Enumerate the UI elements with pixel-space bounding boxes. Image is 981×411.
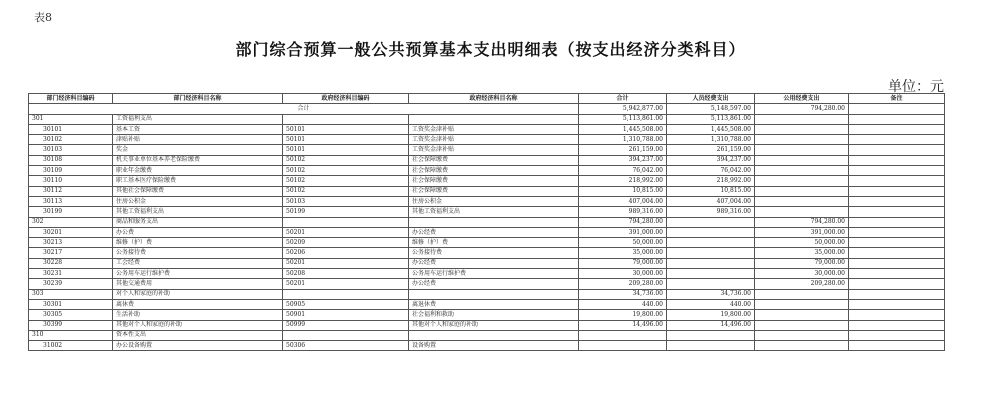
public-cell [755, 145, 849, 155]
table-row [29, 124, 945, 134]
remarks-cell [849, 176, 945, 186]
remarks-cell [849, 289, 945, 299]
gov-name-cell: 工资奖金津补贴 [409, 124, 579, 134]
public-cell [755, 207, 849, 217]
table-row [29, 269, 945, 279]
public-cell [755, 341, 849, 351]
personnel-cell: 34,736.00 [667, 289, 755, 299]
header-gov-code: 政府经济科目编码 [283, 94, 409, 104]
remarks-cell [849, 145, 945, 155]
public-cell [755, 124, 849, 134]
remarks-cell [849, 330, 945, 340]
total-cell: 209,280.00 [579, 279, 667, 289]
remarks-cell [849, 217, 945, 227]
gov-code-cell: 50101 [283, 124, 409, 134]
name-cell: 其他对个人和家庭的补助 [113, 320, 283, 330]
code-cell: 30102 [29, 135, 113, 145]
personnel-cell: 76,042.00 [667, 166, 755, 176]
gov-code-cell: 50102 [283, 155, 409, 165]
personnel-cell [667, 279, 755, 289]
table-row [29, 217, 945, 227]
gov-code-cell: 50209 [283, 238, 409, 248]
table-row [29, 186, 945, 196]
remarks-cell [849, 269, 945, 279]
gov-code-cell [283, 114, 409, 124]
total-cell: 30,000.00 [579, 269, 667, 279]
header-row [29, 94, 945, 104]
table-row [29, 248, 945, 258]
gov-name-cell: 工资奖金津补贴 [409, 135, 579, 145]
code-cell: 30199 [29, 207, 113, 217]
public-cell: 35,000.00 [755, 248, 849, 258]
total-cell: 10,815.00 [579, 186, 667, 196]
code-cell: 30103 [29, 145, 113, 155]
code-cell: 30399 [29, 320, 113, 330]
public-cell: 50,000.00 [755, 238, 849, 248]
table-row [29, 289, 945, 299]
gov-code-cell: 50103 [283, 196, 409, 206]
public-cell: 30,000.00 [755, 269, 849, 279]
total-cell: 407,004.00 [579, 196, 667, 206]
personnel-cell [667, 248, 755, 258]
gov-name-cell: 社会福利和救助 [409, 310, 579, 320]
remarks-cell [849, 196, 945, 206]
code-cell: 30108 [29, 155, 113, 165]
code-cell: 30109 [29, 166, 113, 176]
remarks-cell [849, 207, 945, 217]
total-row [29, 104, 945, 114]
table-row [29, 207, 945, 217]
table-row [29, 238, 945, 248]
gov-name-cell: 住房公积金 [409, 196, 579, 206]
public-cell [755, 289, 849, 299]
name-cell: 其他交通费用 [113, 279, 283, 289]
remarks-cell [849, 135, 945, 145]
remarks-cell [849, 248, 945, 258]
table-row [29, 114, 945, 124]
budget-detail-table [28, 93, 945, 351]
public-cell [755, 196, 849, 206]
code-cell: 30110 [29, 176, 113, 186]
code-cell: 30217 [29, 248, 113, 258]
remarks-cell [849, 186, 945, 196]
personnel-cell [667, 227, 755, 237]
personnel-cell: 19,800.00 [667, 310, 755, 320]
remarks-cell [849, 227, 945, 237]
code-cell: 302 [29, 217, 113, 227]
name-cell: 生活补助 [113, 310, 283, 320]
gov-code-cell [283, 217, 409, 227]
name-cell: 工会经费 [113, 258, 283, 268]
total-cell: 794,280.00 [579, 217, 667, 227]
total-cell: 261,159.00 [579, 145, 667, 155]
gov-name-cell [409, 289, 579, 299]
code-cell: 310 [29, 330, 113, 340]
unit-label: 单位：元 [888, 79, 944, 95]
name-cell: 职工基本医疗保险缴费 [113, 176, 283, 186]
table-row [29, 310, 945, 320]
gov-name-cell: 办公经费 [409, 279, 579, 289]
code-cell: 30101 [29, 124, 113, 134]
gov-name-cell: 办公经费 [409, 227, 579, 237]
personnel-cell: 10,815.00 [667, 186, 755, 196]
total-cell: 19,800.00 [579, 310, 667, 320]
name-cell: 其他社会保障缴费 [113, 186, 283, 196]
public-cell [755, 114, 849, 124]
table-row [29, 299, 945, 309]
public-cell: 794,280.00 [755, 217, 849, 227]
table-row [29, 155, 945, 165]
table-row [29, 227, 945, 237]
gov-code-cell: 50905 [283, 299, 409, 309]
gov-name-cell [409, 217, 579, 227]
gov-code-cell: 50101 [283, 145, 409, 155]
table-row [29, 196, 945, 206]
personnel-cell: 218,992.00 [667, 176, 755, 186]
name-cell: 机关事业单位基本养老保险缴费 [113, 155, 283, 165]
gov-name-cell: 公务接待费 [409, 248, 579, 258]
total-cell: 391,000.00 [579, 227, 667, 237]
public-cell [755, 186, 849, 196]
gov-name-cell: 社会保障缴费 [409, 186, 579, 196]
name-cell: 工资福利支出 [113, 114, 283, 124]
gov-name-cell: 工资奖金津补贴 [409, 145, 579, 155]
gov-code-cell [283, 289, 409, 299]
header-remarks: 备注 [849, 94, 945, 104]
code-cell: 30201 [29, 227, 113, 237]
total-cell: 989,316.00 [579, 207, 667, 217]
name-cell: 办公设备购置 [113, 341, 283, 351]
public-cell [755, 310, 849, 320]
code-cell: 31002 [29, 341, 113, 351]
code-cell: 30305 [29, 310, 113, 320]
remarks-cell [849, 238, 945, 248]
gov-name-cell: 其他对个人和家庭的补助 [409, 320, 579, 330]
remarks-cell [849, 166, 945, 176]
gov-code-cell: 50102 [283, 186, 409, 196]
total-personnel: 5,148,597.00 [667, 104, 755, 114]
header-gov-name: 政府经济科目名称 [409, 94, 579, 104]
total-cell [579, 341, 667, 351]
total-cell: 35,000.00 [579, 248, 667, 258]
total-cell: 76,042.00 [579, 166, 667, 176]
name-cell: 维修（护）费 [113, 238, 283, 248]
personnel-cell [667, 269, 755, 279]
public-cell [755, 176, 849, 186]
gov-code-cell: 50199 [283, 207, 409, 217]
name-cell: 资本性支出 [113, 330, 283, 340]
total-cell: 1,310,788.00 [579, 135, 667, 145]
remarks-cell [849, 114, 945, 124]
code-cell: 30213 [29, 238, 113, 248]
gov-code-cell: 50102 [283, 176, 409, 186]
table-row [29, 166, 945, 176]
personnel-cell [667, 330, 755, 340]
gov-code-cell [283, 330, 409, 340]
remarks-cell [849, 299, 945, 309]
gov-code-cell: 50206 [283, 248, 409, 258]
remarks-cell [849, 258, 945, 268]
gov-code-cell: 50201 [283, 227, 409, 237]
gov-name-cell: 社会保障缴费 [409, 176, 579, 186]
gov-code-cell: 50901 [283, 310, 409, 320]
public-cell [755, 320, 849, 330]
public-cell: 391,000.00 [755, 227, 849, 237]
name-cell: 商品和服务支出 [113, 217, 283, 227]
personnel-cell: 394,237.00 [667, 155, 755, 165]
header-dept-code: 部门经济科目编码 [29, 94, 113, 104]
public-cell [755, 135, 849, 145]
name-cell: 公务接待费 [113, 248, 283, 258]
gov-code-cell: 50999 [283, 320, 409, 330]
personnel-cell: 440.00 [667, 299, 755, 309]
name-cell: 公务用车运行维护费 [113, 269, 283, 279]
code-cell: 301 [29, 114, 113, 124]
name-cell: 住房公积金 [113, 196, 283, 206]
total-remarks [849, 104, 945, 114]
personnel-cell: 1,310,788.00 [667, 135, 755, 145]
code-cell: 30301 [29, 299, 113, 309]
total-cell: 440.00 [579, 299, 667, 309]
table-row [29, 341, 945, 351]
gov-name-cell: 社会保障缴费 [409, 155, 579, 165]
code-cell: 30239 [29, 279, 113, 289]
personnel-cell [667, 258, 755, 268]
public-cell [755, 166, 849, 176]
total-cell: 79,000.00 [579, 258, 667, 268]
name-cell: 对个人和家庭的补助 [113, 289, 283, 299]
personnel-cell [667, 238, 755, 248]
public-cell: 209,280.00 [755, 279, 849, 289]
total-cell: 14,496.00 [579, 320, 667, 330]
personnel-cell: 5,113,861.00 [667, 114, 755, 124]
public-cell [755, 155, 849, 165]
gov-code-cell: 50102 [283, 166, 409, 176]
public-cell [755, 299, 849, 309]
remarks-cell [849, 155, 945, 165]
name-cell: 奖金 [113, 145, 283, 155]
total-cell: 218,992.00 [579, 176, 667, 186]
table-row [29, 145, 945, 155]
header-public: 公用经费支出 [755, 94, 849, 104]
header-total: 合计 [579, 94, 667, 104]
gov-name-cell: 维修（护）费 [409, 238, 579, 248]
code-cell: 30112 [29, 186, 113, 196]
total-amount: 5,942,877.00 [579, 104, 667, 114]
name-cell: 津贴补贴 [113, 135, 283, 145]
gov-name-cell: 社会保障缴费 [409, 166, 579, 176]
total-cell [579, 330, 667, 340]
code-cell: 30113 [29, 196, 113, 206]
header-dept-name: 部门经济科目名称 [113, 94, 283, 104]
remarks-cell [849, 279, 945, 289]
gov-code-cell: 50101 [283, 135, 409, 145]
table-number: 表8 [34, 11, 52, 24]
code-cell: 30228 [29, 258, 113, 268]
gov-name-cell: 设备购置 [409, 341, 579, 351]
total-cell: 5,113,861.00 [579, 114, 667, 124]
total-cell: 1,445,508.00 [579, 124, 667, 134]
personnel-cell [667, 217, 755, 227]
gov-code-cell: 50208 [283, 269, 409, 279]
personnel-cell: 14,496.00 [667, 320, 755, 330]
personnel-cell: 989,316.00 [667, 207, 755, 217]
name-cell: 离休费 [113, 299, 283, 309]
total-label: 合计 [29, 104, 579, 114]
gov-name-cell: 离退休费 [409, 299, 579, 309]
table-row [29, 258, 945, 268]
gov-code-cell: 50306 [283, 341, 409, 351]
code-cell: 30231 [29, 269, 113, 279]
total-cell: 394,237.00 [579, 155, 667, 165]
name-cell: 办公费 [113, 227, 283, 237]
personnel-cell: 1,445,508.00 [667, 124, 755, 134]
page-title: 部门综合预算一般公共预算基本支出明细表（按支出经济分类科目） [235, 40, 746, 59]
header-personnel: 人员经费支出 [667, 94, 755, 104]
remarks-cell [849, 320, 945, 330]
remarks-cell [849, 124, 945, 134]
gov-name-cell [409, 114, 579, 124]
gov-code-cell: 50201 [283, 258, 409, 268]
gov-name-cell: 其他工资福利支出 [409, 207, 579, 217]
gov-name-cell: 公务用车运行维护费 [409, 269, 579, 279]
table-row [29, 176, 945, 186]
table-row [29, 279, 945, 289]
name-cell: 职业年金缴费 [113, 166, 283, 176]
total-cell: 50,000.00 [579, 238, 667, 248]
table-row [29, 330, 945, 340]
public-cell [755, 330, 849, 340]
remarks-cell [849, 341, 945, 351]
table-row [29, 320, 945, 330]
gov-code-cell: 50201 [283, 279, 409, 289]
total-public: 794,280.00 [755, 104, 849, 114]
total-cell: 34,736.00 [579, 289, 667, 299]
personnel-cell: 407,004.00 [667, 196, 755, 206]
name-cell: 其他工资福利支出 [113, 207, 283, 217]
gov-name-cell: 办公经费 [409, 258, 579, 268]
table-row [29, 135, 945, 145]
code-cell: 303 [29, 289, 113, 299]
public-cell: 79,000.00 [755, 258, 849, 268]
name-cell: 基本工资 [113, 124, 283, 134]
remarks-cell [849, 310, 945, 320]
personnel-cell [667, 341, 755, 351]
personnel-cell: 261,159.00 [667, 145, 755, 155]
gov-name-cell [409, 330, 579, 340]
